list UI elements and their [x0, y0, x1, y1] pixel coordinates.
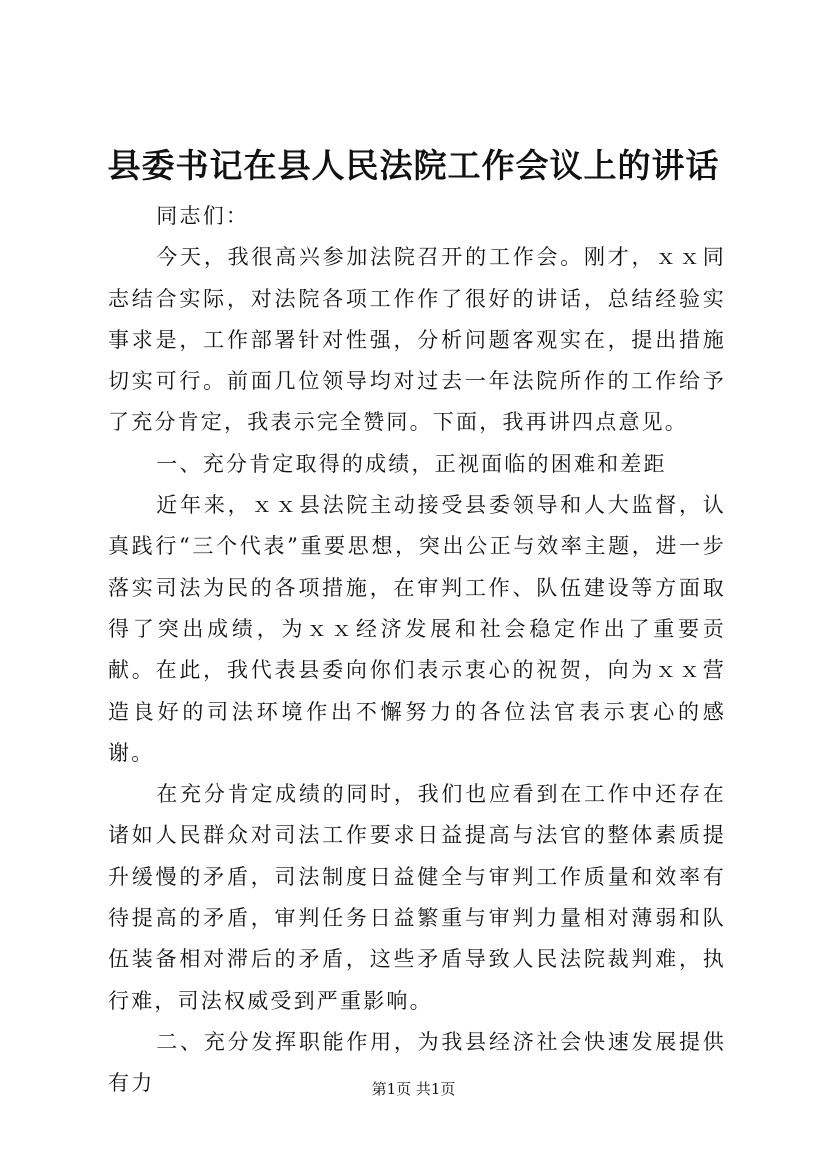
- page-footer: 第1页 共1页: [371, 1080, 456, 1098]
- section-heading-2: 二、充分发挥职能作用，为我县经济社会快速发展提供有力: [108, 1029, 726, 1096]
- document-title: 县委书记在县人民法院工作会议上的讲话: [107, 146, 720, 185]
- document-body: [108, 196, 726, 1105]
- achievements-paragraph: 近年来，ｘｘ县法院主动接受县委领导和人大监督，认真践行“三个代表”重要思想，突出公正与效率主题，进一步落实司法为民的各项措施，在审判工作、队伍建设等方面取得了突出成绩，为ｘｘ经济发展和社会稳定作出了重要贡献。在此，我代表县委向你们表示衷心的祝贺，向为ｘｘ营造良好的司法环境作出不懈努力的各位法官表示衷心的感谢。: [108, 493, 726, 765]
- intro-paragraph: 今天，我很高兴参加法院召开的工作会。刚才，ｘｘ同志结合实际，对法院各项工作作了很好的讲话，总结经验实事求是，工作部署针对性强，分析问题客观实在，提出措施切实可行。前面几位领导均对过去一年法院所作的工作给予了充分肯定，我表示完全赞同。下面，我再讲四点意见。: [108, 245, 726, 435]
- problems-paragraph: 在充分肯定成绩的同时，我们也应看到在工作中还存在诸如人民群众对司法工作要求日益提高与法官的整体素质提升缓慢的矛盾，司法制度日益健全与审判工作质量和效率有待提高的矛盾，审判任务日益繁重与审判力量相对薄弱和队伍装备相对滞后的矛盾，这些矛盾导致人民法院裁判难，执行难，司法权威受到严重影响。: [108, 782, 726, 1013]
- section-heading-1: 一、充分肯定取得的成绩，正视面临的困难和差距: [156, 451, 667, 476]
- salutation-paragraph: 同志们：: [156, 204, 250, 228]
